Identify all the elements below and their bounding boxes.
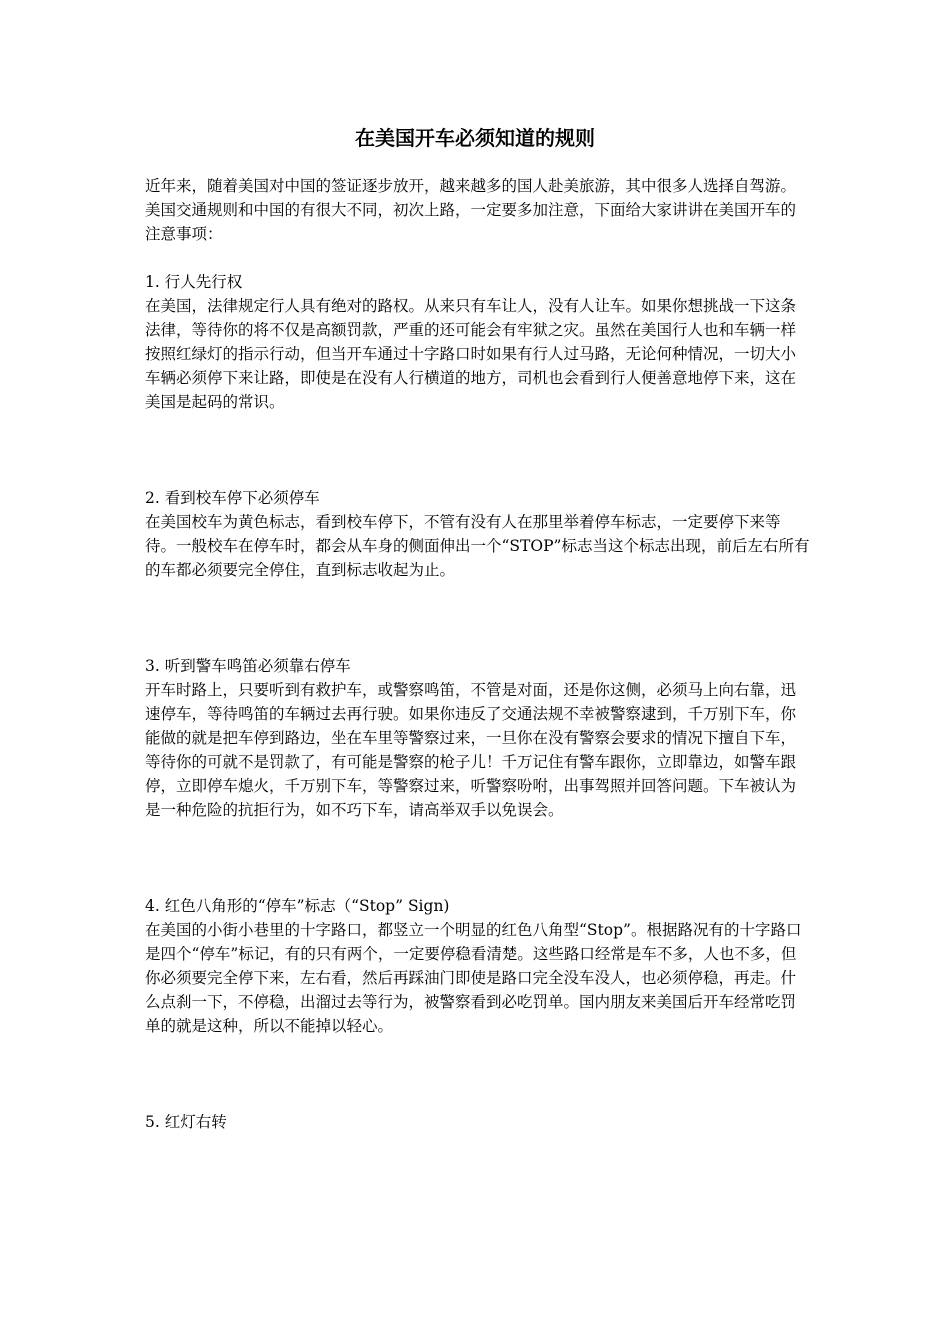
section-police-siren [145, 654, 810, 822]
section-body: 在美国，法律规定行人具有绝对的路权。从来只有车让人，没有人让车。如果你想挑战一下这条法律，等待你的将不仅是高额罚款，严重的还可能会有牢狱之灾。虽然在美国行人也和车辆一样按照红绿灯的指示行动，但当开车通过十字路口时如果有行人过马路，无论何种情况，一切大小车辆必须停下来让路，即使是在没有人行横道的地方，司机也会看到行人便善意地停下来，这在美国是起码的常识。 [145, 297, 797, 411]
section-pedestrian-right-of-way [145, 270, 810, 414]
section-spacer [145, 582, 810, 654]
section-heading: 1. 行人先行权 [145, 273, 243, 291]
intro-paragraph: 近年来，随着美国对中国的签证逐步放开，越来越多的国人赴美旅游，其中很多人选择自驾游。美国交通规则和中国的有很大不同，初次上路，一定要多加注意，下面给大家讲讲在美国开车的注意事项： [145, 177, 797, 243]
section-spacer [145, 822, 810, 894]
section-heading: 2. 看到校车停下必须停车 [145, 489, 320, 507]
section-spacer [145, 1038, 810, 1110]
section-heading: 3. 听到警车鸣笛必须靠右停车 [145, 657, 351, 675]
section-spacer [145, 414, 810, 486]
section-stop-sign [145, 894, 810, 1038]
section-right-turn-on-red [145, 1110, 810, 1134]
document-title: 在美国开车必须知道的规则 [355, 126, 595, 150]
section-heading: 4. 红色八角形的“停车”标志（“Stop” Sign) [145, 897, 450, 915]
section-body: 开车时路上，只要听到有救护车，或警察鸣笛，不管是对面，还是你这侧，必须马上向右靠，迅速停车，等待鸣笛的车辆过去再行驶。如果你违反了交通法规不幸被警察逮到，千万别下车，你能做的就是把车停到路边，坐在车里等警察过来，一旦你在没有警察会要求的情况下擅自下车，等待你的可就不是罚款了，有可能是警察的枪子儿！千万记住有警车跟你，立即靠边，如警车跟停，立即停车熄火，千万别下车，等警察过来，听警察吩咐，出事驾照并回答问题。下车被认为是一种危险的抗拒行为，如不巧下车，请高举双手以免误会。 [145, 681, 797, 819]
section-body: 在美国的小街小巷里的十字路口，都竖立一个明显的红色八角型“Stop”。根据路况有的十字路口是四个“停车”标记，有的只有两个，一定要停稳看清楚。这些路口经常是车不多，人也不多，但你必须要完全停下来，左右看，然后再踩油门即使是路口完全没车没人，也必须停稳，再走。什么点刹一下，不停稳，出溜过去等行为，被警察看到必吃罚单。国内朋友来美国后开车经常吃罚单的就是这种，所以不能掉以轻心。 [145, 921, 802, 1035]
section-school-bus [145, 486, 810, 582]
section-heading: 5. 红灯右转 [145, 1113, 227, 1131]
document-content [145, 174, 810, 1134]
section-body: 在美国校车为黄色标志，看到校车停下，不管有没有人在那里举着停车标志，一定要停下来等待。一般校车在停车时，都会从车身的侧面伸出一个“STOP”标志当这个标志出现，前后左右所有的车都必须要完全停住，直到标志收起为止。 [145, 513, 810, 579]
